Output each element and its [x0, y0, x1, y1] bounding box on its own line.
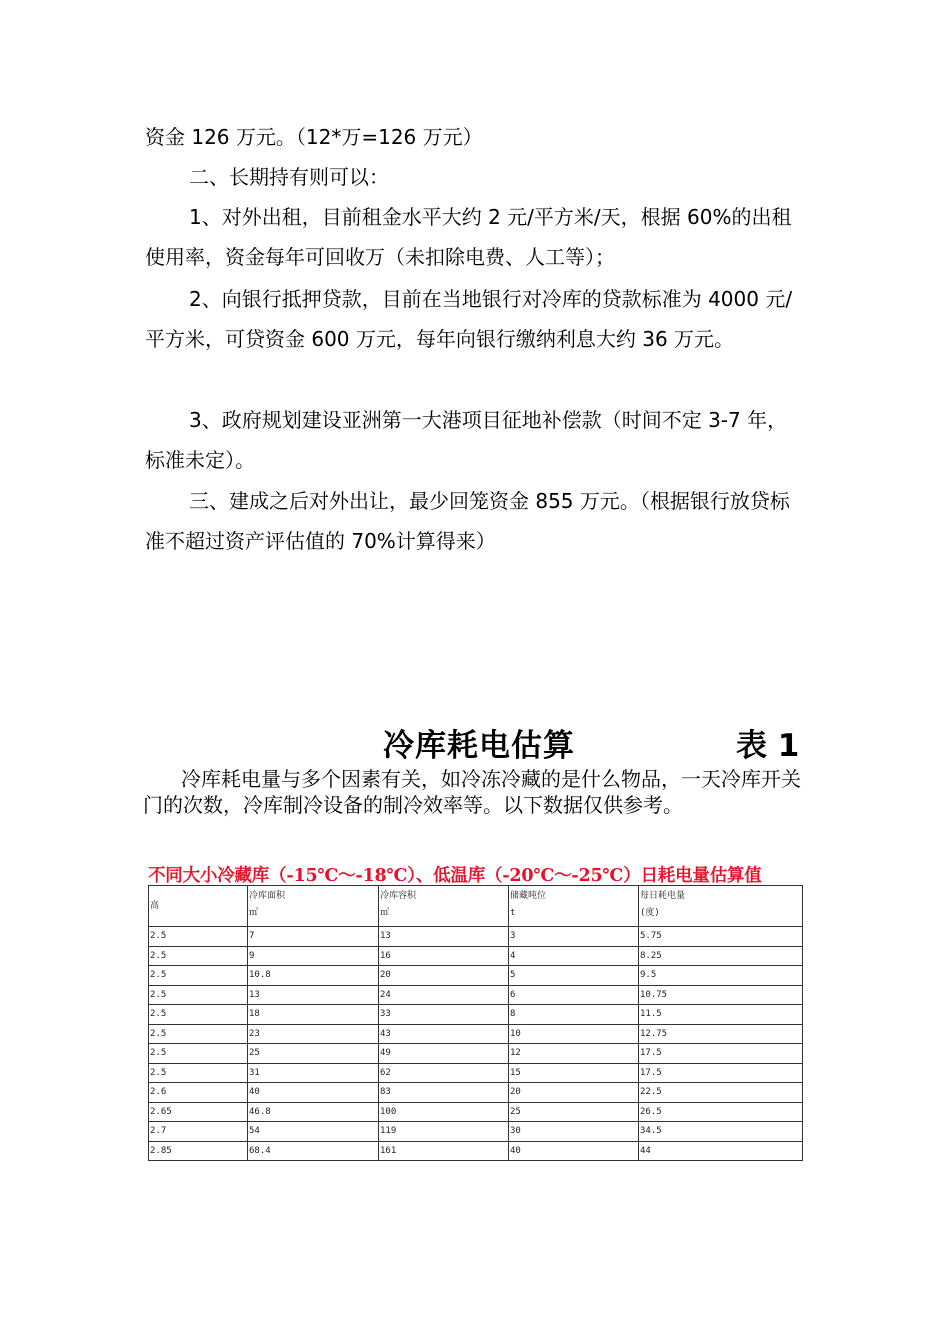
cell-tonnage: 6 — [509, 985, 639, 1005]
cell-height: 2.5 — [149, 927, 248, 947]
cell-volume: 16 — [379, 946, 509, 966]
header-cell-daily-power — [639, 886, 803, 927]
cell-height: 2.5 — [149, 1044, 248, 1064]
table-row — [149, 1044, 803, 1064]
paragraph-long-term-heading: 二、长期持有则可以： — [189, 165, 389, 189]
table-row — [149, 1102, 803, 1122]
cell-tonnage: 30 — [509, 1122, 639, 1142]
cell-area: 40 — [248, 1083, 379, 1103]
cell-tonnage: 15 — [509, 1063, 639, 1083]
cell-height: 2.65 — [149, 1102, 248, 1122]
cell-volume: 83 — [379, 1083, 509, 1103]
header-label: 储藏吨位 — [510, 891, 547, 901]
cell-volume: 161 — [379, 1141, 509, 1161]
cell-area: 9 — [248, 946, 379, 966]
cell-height: 2.5 — [149, 946, 248, 966]
cell-height: 2.5 — [149, 985, 248, 1005]
cell-tonnage: 8 — [509, 1005, 639, 1025]
section-intro: 冷库耗电量与多个因素有关，如冷冻冷藏的是什么物品，一天冷库开关门的次数，冷库制冷设备的制冷效率等。以下数据仅供参考。 — [143, 767, 801, 817]
table-row — [149, 1005, 803, 1025]
cell-volume: 24 — [379, 985, 509, 1005]
table-row — [149, 1083, 803, 1103]
paragraph-transfer: 三、建成之后对外出让，最少回笼资金 855 万元。（根据银行放贷标准不超过资产评估值的 70%计算得来） — [145, 489, 790, 553]
header-unit: (度) — [640, 908, 660, 918]
cell-area: 18 — [248, 1005, 379, 1025]
table-row — [149, 946, 803, 966]
cell-area: 25 — [248, 1044, 379, 1064]
section-header — [0, 720, 950, 770]
cell-daily-power: 5.75 — [639, 927, 803, 947]
cell-tonnage: 5 — [509, 966, 639, 986]
cell-tonnage: 20 — [509, 1083, 639, 1103]
cell-height: 2.5 — [149, 1063, 248, 1083]
table-header-row — [149, 886, 803, 927]
paragraph-compensation: 3、政府规划建设亚洲第一大港项目征地补偿款（时间不定 3-7 年，标准未定）。 — [145, 408, 788, 472]
cell-volume: 62 — [379, 1063, 509, 1083]
cell-volume: 13 — [379, 927, 509, 947]
table-row — [149, 985, 803, 1005]
table-row — [149, 966, 803, 986]
cell-volume: 20 — [379, 966, 509, 986]
paragraph-bank-loan: 2、向银行抵押贷款，目前在当地银行对冷库的贷款标准为 4000 元/平方米，可贷资金 600 万元，每年向银行缴纳利息大约 36 万元。 — [145, 287, 793, 351]
power-consumption-table — [148, 885, 803, 1161]
cell-tonnage: 4 — [509, 946, 639, 966]
cell-daily-power: 17.5 — [639, 1044, 803, 1064]
header-unit: t — [510, 908, 516, 918]
cell-daily-power: 44 — [639, 1141, 803, 1161]
table-caption: 不同大小冷藏库（-15℃～-18℃）、低温库（-20℃～-25℃）日耗电量估算值 — [148, 866, 762, 886]
cell-tonnage: 25 — [509, 1102, 639, 1122]
cell-area: 13 — [248, 985, 379, 1005]
header-cell-volume — [379, 886, 509, 927]
header-label: 每日耗电量 — [640, 891, 686, 901]
header-unit: ㎥ — [380, 908, 390, 918]
cell-volume: 43 — [379, 1024, 509, 1044]
cell-daily-power: 11.5 — [639, 1005, 803, 1025]
cell-daily-power: 34.5 — [639, 1122, 803, 1142]
header-cell-height — [149, 886, 248, 927]
cell-daily-power: 26.5 — [639, 1102, 803, 1122]
cell-daily-power: 9.5 — [639, 966, 803, 986]
cell-tonnage: 3 — [509, 927, 639, 947]
cell-height: 2.5 — [149, 966, 248, 986]
cell-daily-power: 10.75 — [639, 985, 803, 1005]
cell-daily-power: 17.5 — [639, 1063, 803, 1083]
cell-volume: 49 — [379, 1044, 509, 1064]
table-row — [149, 927, 803, 947]
header-unit: ㎡ — [249, 908, 259, 918]
cell-area: 10.8 — [248, 966, 379, 986]
table-row — [149, 1141, 803, 1161]
cell-area: 46.8 — [248, 1102, 379, 1122]
cell-daily-power: 12.75 — [639, 1024, 803, 1044]
paragraph-rental: 1、对外出租，目前租金水平大约 2 元/平方米/天，根据 60%的出租使用率，资金每年可回收万（未扣除电费、人工等）； — [145, 205, 792, 269]
cell-height: 2.85 — [149, 1141, 248, 1161]
section-title: 冷库耗电估算 — [383, 728, 575, 764]
cell-daily-power: 22.5 — [639, 1083, 803, 1103]
cell-area: 31 — [248, 1063, 379, 1083]
cell-area: 7 — [248, 927, 379, 947]
header-label: 冷库面积 — [249, 891, 286, 901]
cell-height: 2.6 — [149, 1083, 248, 1103]
paragraph-funds: 资金 126 万元。（12*万=126 万元） — [145, 125, 483, 149]
table-row — [149, 1024, 803, 1044]
table-number: 表 1 — [736, 728, 800, 764]
cell-area: 23 — [248, 1024, 379, 1044]
cell-tonnage: 12 — [509, 1044, 639, 1064]
table-row — [149, 1122, 803, 1142]
cell-volume: 100 — [379, 1102, 509, 1122]
cell-area: 54 — [248, 1122, 379, 1142]
cell-tonnage: 40 — [509, 1141, 639, 1161]
header-cell-tonnage — [509, 886, 639, 927]
header-label: 冷库容积 — [380, 891, 417, 901]
cell-height: 2.5 — [149, 1024, 248, 1044]
header-label: 高 — [150, 900, 160, 911]
cell-height: 2.7 — [149, 1122, 248, 1142]
cell-volume: 33 — [379, 1005, 509, 1025]
cell-height: 2.5 — [149, 1005, 248, 1025]
cell-tonnage: 10 — [509, 1024, 639, 1044]
cell-volume: 119 — [379, 1122, 509, 1142]
header-cell-area — [248, 886, 379, 927]
cell-area: 68.4 — [248, 1141, 379, 1161]
table-row — [149, 1063, 803, 1083]
cell-daily-power: 8.25 — [639, 946, 803, 966]
